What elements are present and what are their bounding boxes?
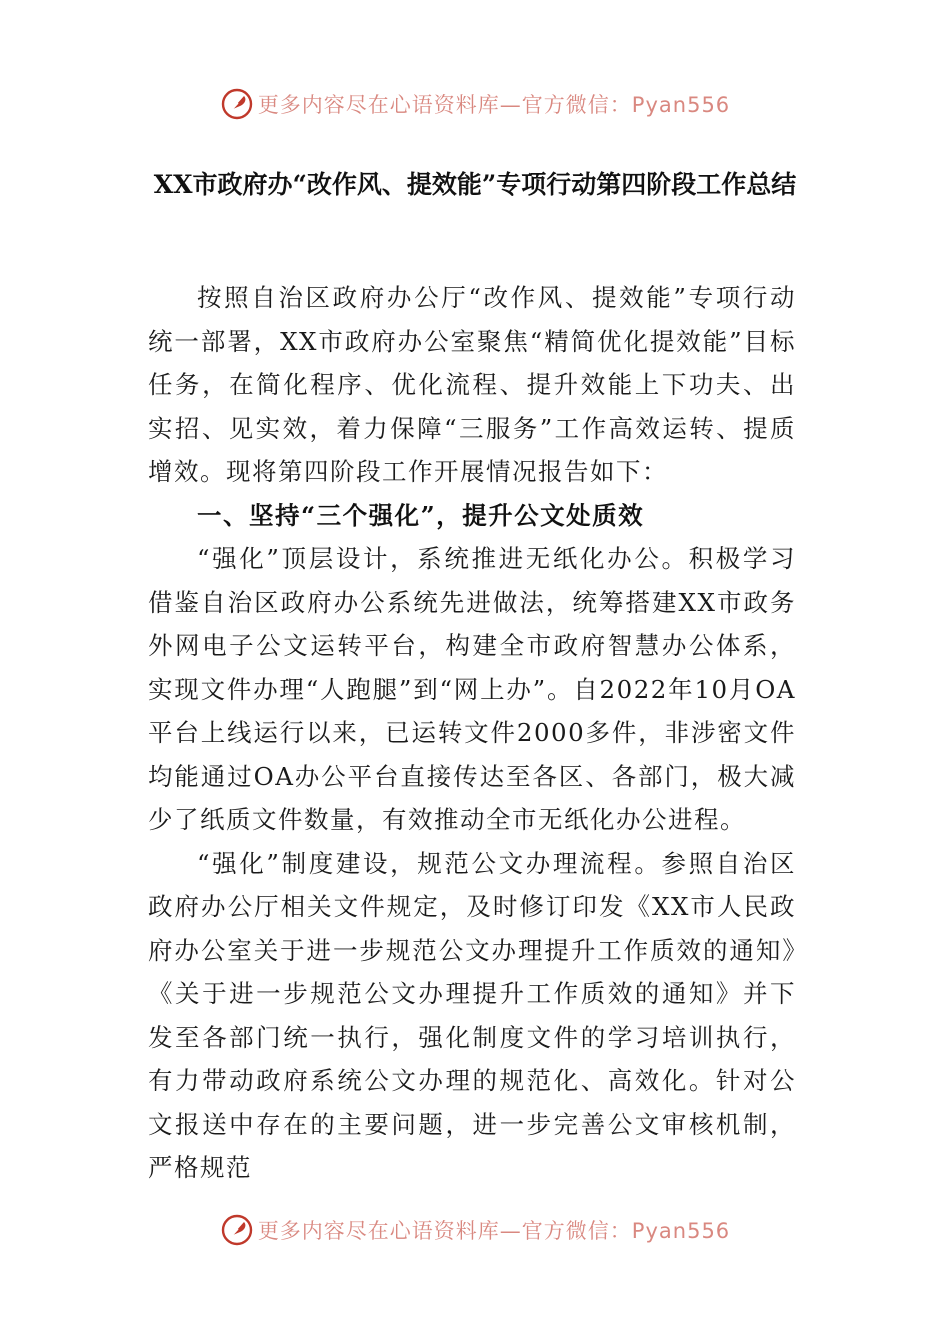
feather-pen-circle-icon [220,87,254,121]
feather-pen-circle-icon [220,1213,254,1247]
watermark-text: 更多内容尽在心语资料库—官方微信：Pyan556 [257,93,731,117]
watermark-banner-bottom [0,1208,950,1252]
intro-paragraph: 按照自治区政府办公厅“改作风、提效能”专项行动统一部署，XX市政府办公室聚焦“精简优化提效能”目标任务，在简化程序、优化流程、提升效能上下功夫、出实招、见实效，着力保障“三服务”工作高效运转、提质增效。现将第四阶段工作开展情况报告如下： [148,283,796,486]
section1-paragraph-1: “强化”顶层设计，系统推进无纸化办公。积极学习借鉴自治区政府办公系统先进做法，统筹搭建XX市政务外网电子公文运转平台，构建全市政府智慧办公体系，实现文件办理“人跑腿”到“网上办”。自2022年10月OA平台上线运行以来，已运转文件2000多件，非涉密文件均能通过OA办公平台直接传达至各区、各部门，极大减少了纸质文件数量，有效推动全市无纸化办公进程。 [148,544,796,834]
document-title: XX市政府办“改作风、提效能”专项行动第四阶段工作总结 [153,170,797,199]
document-body [148,276,796,1190]
section-heading-1: 一、坚持“三个强化”，提升公文处质效 [197,500,645,530]
section1-paragraph-2: “强化”制度建设，规范公文办理流程。参照自治区政府办公厅相关文件规定，及时修订印发《XX市人民政府办公室关于进一步规范公文办理提升工作质效的通知》《关于进一步规范公文办理提升工作质效的通知》并下发至各部门统一执行，强化制度文件的学习培训执行，有力带动政府系统公文办理的规范化、高效化。针对公文报送中存在的主要问题，进一步完善公文审核机制，严格规范 [148,848,796,1182]
watermark-text: 更多内容尽在心语资料库—官方微信：Pyan556 [257,1219,731,1243]
watermark-banner-top [0,82,950,126]
